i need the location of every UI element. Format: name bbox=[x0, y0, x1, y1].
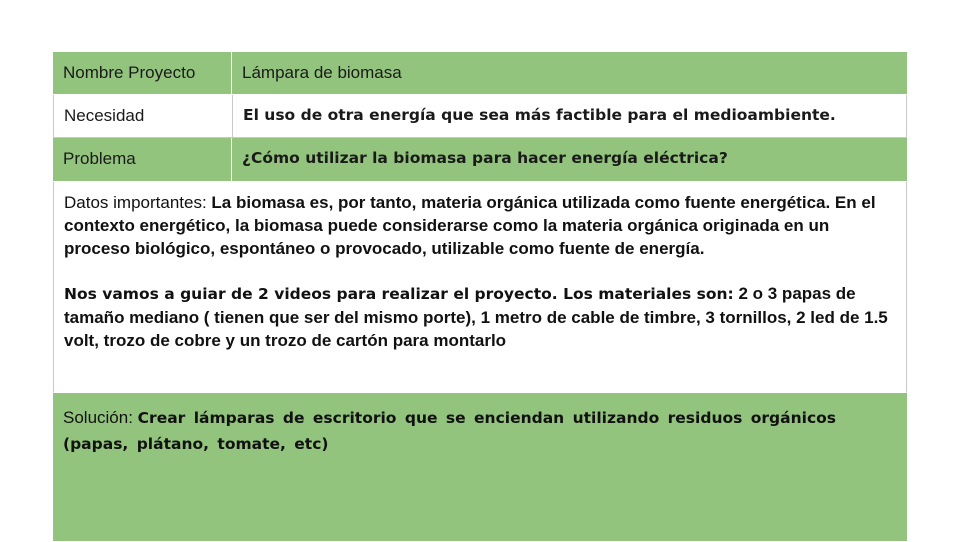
videos-intro: Nos vamos a guiar de 2 videos para realizar el proyecto. Los materiales son: bbox=[64, 285, 734, 303]
value-project-name: Lámpara de biomasa bbox=[242, 63, 402, 82]
label-project-name: Nombre Proyecto bbox=[53, 52, 232, 94]
row-important-data bbox=[53, 182, 907, 393]
row-solution bbox=[53, 393, 907, 542]
solution-cell bbox=[53, 393, 907, 541]
materials-paragraph bbox=[64, 282, 896, 352]
label-solution: Solución: bbox=[63, 408, 133, 427]
value-problem: ¿Cómo utilizar la biomasa para hacer energía eléctrica? bbox=[242, 149, 728, 167]
materials-list: 2 o 3 papas de tamaño mediano ( tienen que ser del mismo porte), 1 metro de cable de timbre, 3 tornillos, 2 led de 1.5 volt, trozo de cobre y un trozo de cartón para montarlo bbox=[64, 284, 888, 350]
label-problem: Problema bbox=[53, 138, 232, 181]
important-data-paragraph bbox=[64, 191, 896, 260]
value-solution: Crear lámparas de escritorio que se enciendan utilizando residuos orgánicos (papas, plátano, tomate, etc) bbox=[63, 409, 837, 453]
label-important-data: Datos importantes: bbox=[64, 193, 207, 212]
label-need: Necesidad bbox=[54, 95, 233, 137]
row-need bbox=[53, 95, 907, 138]
important-data-cell bbox=[54, 182, 906, 392]
value-important-data: La biomasa es, por tanto, materia orgánica utilizada como fuente energética. En el contexto energético, la biomasa puede considerarse como la materia orgánica originada en un proceso biológico, espontáneo o provocado, utilizable como fuente de energía. bbox=[64, 193, 876, 258]
row-project-name bbox=[53, 52, 907, 95]
value-need: El uso de otra energía que sea más factible para el medioambiente. bbox=[243, 106, 836, 124]
project-table bbox=[53, 52, 907, 542]
row-problem bbox=[53, 138, 907, 182]
